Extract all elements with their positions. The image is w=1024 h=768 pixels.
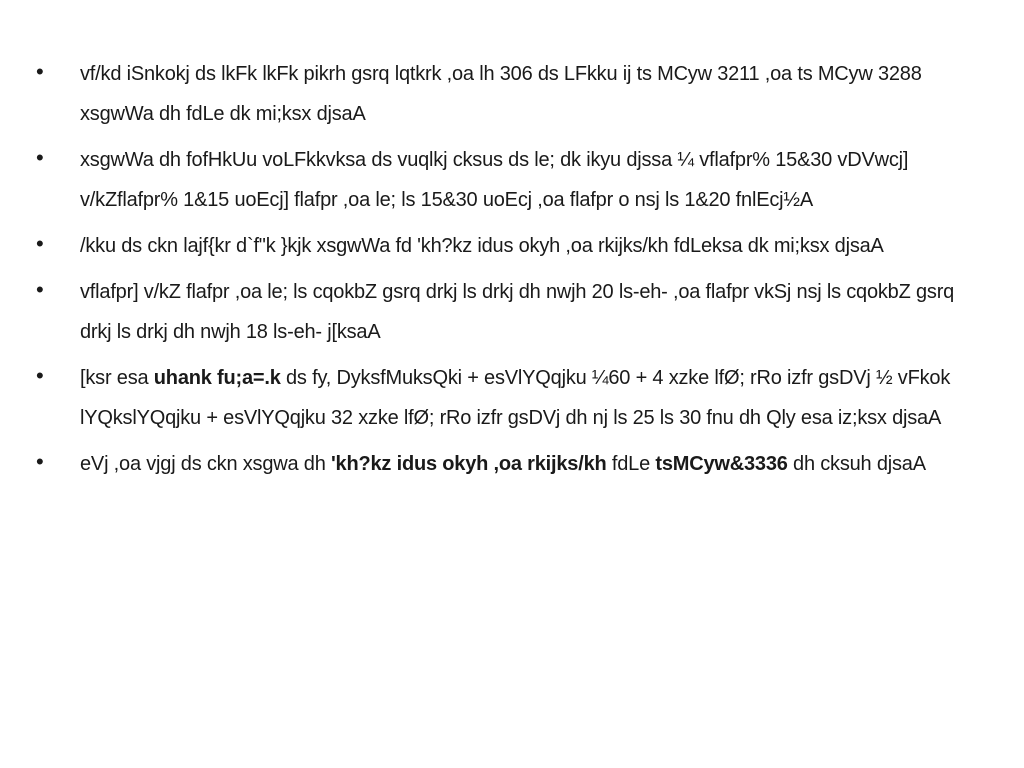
bullet-dot: • <box>36 363 44 388</box>
bullet-text <box>80 453 926 475</box>
text-run: fdLe <box>606 453 656 475</box>
bullet-text: xsgwWa dh fofHkUu voLFkkvksa ds vuqlkj cksus ds le; dk ikyu djssa ¼ vflafpr% 15&30 vDVwcj] v/kZflafpr% 1&15 uoEcj] flafpr ,oa le; ls 15&30 uoEcj ,oa flafpr o nsj ls 1&20 fnlEcj½A <box>80 149 909 211</box>
list-item <box>36 226 986 266</box>
text-run: ds fy, DyksfMuksQki + esVlYQqjku ¼60 + 4 xzke lfØ; rRo izfr gsDVj ½ vFkok lYQkslYQqjku + esVlYQqjku 32 xzke lfØ; rRo izfr gsDVj dh nj ls 25 ls 30 fnu dh Qly esa iz;ksx djsaA <box>80 367 951 429</box>
list-item <box>36 54 986 134</box>
bullet-text <box>80 367 950 429</box>
bullet-text: vflafpr] v/kZ flafpr ,oa le; ls cqokbZ gsrq drkj ls drkj dh nwjh 20 ls-eh- ,oa flafpr vkSj nsj ls cqokbZ gsrq drkj ls drkj dh nwjh 18 ls-eh- j[ksaA <box>80 281 955 343</box>
bullet-dot: • <box>36 145 44 170</box>
bullet-list <box>36 54 986 490</box>
list-item <box>36 444 986 484</box>
bullet-dot: • <box>36 231 44 256</box>
list-item <box>36 358 986 438</box>
bold-text: tsMCyw&3336 <box>655 453 788 475</box>
list-item <box>36 272 986 352</box>
bullet-dot: • <box>36 277 44 302</box>
bullet-text: vf/kd iSnkokj ds lkFk lkFk pikrh gsrq lqtkrk ,oa lh 306 ds LFkku ij ts MCyw 3211 ,oa ts MCyw 3288 xsgwWa dh fdLe dk mi;ksx djsaA <box>80 63 922 125</box>
text-run: [ksr esa <box>80 367 154 389</box>
bullet-dot: • <box>36 59 44 84</box>
text-run: eVj ,oa vjgj ds ckn xsgwa dh <box>80 453 331 475</box>
text-run: dh cksuh djsaA <box>787 453 926 475</box>
bullet-dot: • <box>36 449 44 474</box>
bold-text: uhank fu;a=.k <box>153 367 281 389</box>
list-item <box>36 140 986 220</box>
bullet-text: /kku ds ckn lajf{kr d`f"k }kjk xsgwWa fd 'kh?kz idus okyh ,oa rkijks/kh fdLeksa dk mi;ksx djsaA <box>80 235 884 257</box>
bold-text: 'kh?kz idus okyh ,oa rkijks/kh <box>331 453 607 475</box>
